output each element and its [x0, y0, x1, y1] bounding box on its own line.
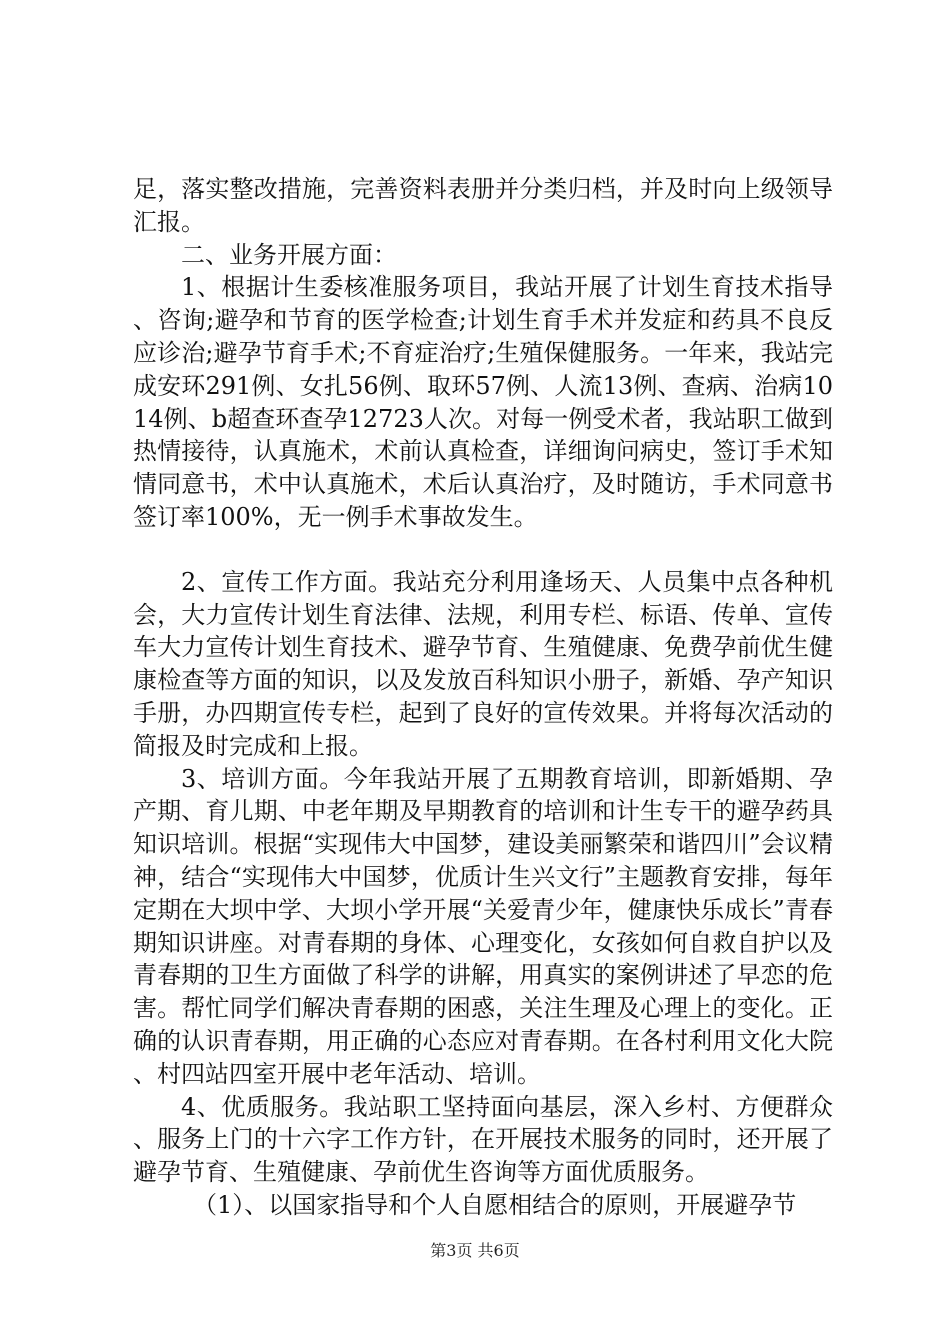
paragraph-technical-services: 1、根据计生委核准服务项目，我站开展了计划生育技术指导、咨询;避孕和节育的医学检查;计划生育手术并发症和药具不良反应诊治;避孕节育手术;不育症治疗;生殖保健服务。一年来，我站完成安环291例、女扎56例、取环57例、人流13例、查病、治病1014例、b超查环查孕12723人次。对每一例受术者，我站职工做到热情接待，认真施术，术前认真检查，详细询问病史，签订手术知情同意书，术中认真施术，术后认真治疗，及时随访，手术同意书签订率100%，无一例手术事故发生。 — [133, 273, 833, 531]
paragraph-publicity: 2、宣传工作方面。我站充分利用逢场天、人员集中点各种机会，大力宣传计划生育法律、法规，利用专栏、标语、传单、宣传车大力宣传计划生育技术、避孕节育、生殖健康、免费孕前优生健康检查等方面的知识，以及发放百科知识小册子，新婚、孕产知识手册，办四期宣传专栏，起到了良好的宣传效果。并将每次活动的简报及时完成和上报。 — [133, 567, 833, 760]
section-heading-business: 二、业务开展方面： — [181, 240, 397, 269]
paragraph-training: 3、培训方面。今年我站开展了五期教育培训，即新婚期、孕产期、育儿期、中老年期及早期教育的培训和计生专干的避孕药具知识培训。根据“实现伟大中国梦，建设美丽繁荣和谐四川”会议精神，结合“实现伟大中国梦，优质计生兴文行”主题教育安排，每年定期在大坝中学、大坝小学开展“关爱青少年，健康快乐成长”青春期知识讲座。对青春期的身体、心理变化，女孩如何自救自护以及青春期的卫生方面做了科学的讲解，用真实的案例讲述了早恋的危害。帮忙同学们解决青春期的困惑，关注生理及心理上的变化。正确的认识青春期，用正确的心态应对青春期。在各村利用文化大院、村四站四室开展中老年活动、培训。 — [133, 764, 833, 1088]
paragraph-subitem-1: （1）、以国家指导和个人自愿相结合的原则，开展避孕节 — [193, 1190, 797, 1219]
paragraph-continuation: 足，落实整改措施，完善资料表册并分类归档，并及时向上级领导汇报。 — [133, 175, 833, 236]
paragraph-quality-service: 4、优质服务。我站职工坚持面向基层，深入乡村、方便群众、服务上门的十六字工作方针，在开展技术服务的同时，还开展了避孕节育、生殖健康、孕前优生咨询等方面优质服务。 — [133, 1092, 833, 1187]
page-number-footer: 第3页 共6页 — [430, 1241, 520, 1260]
document-body — [133, 173, 833, 1222]
